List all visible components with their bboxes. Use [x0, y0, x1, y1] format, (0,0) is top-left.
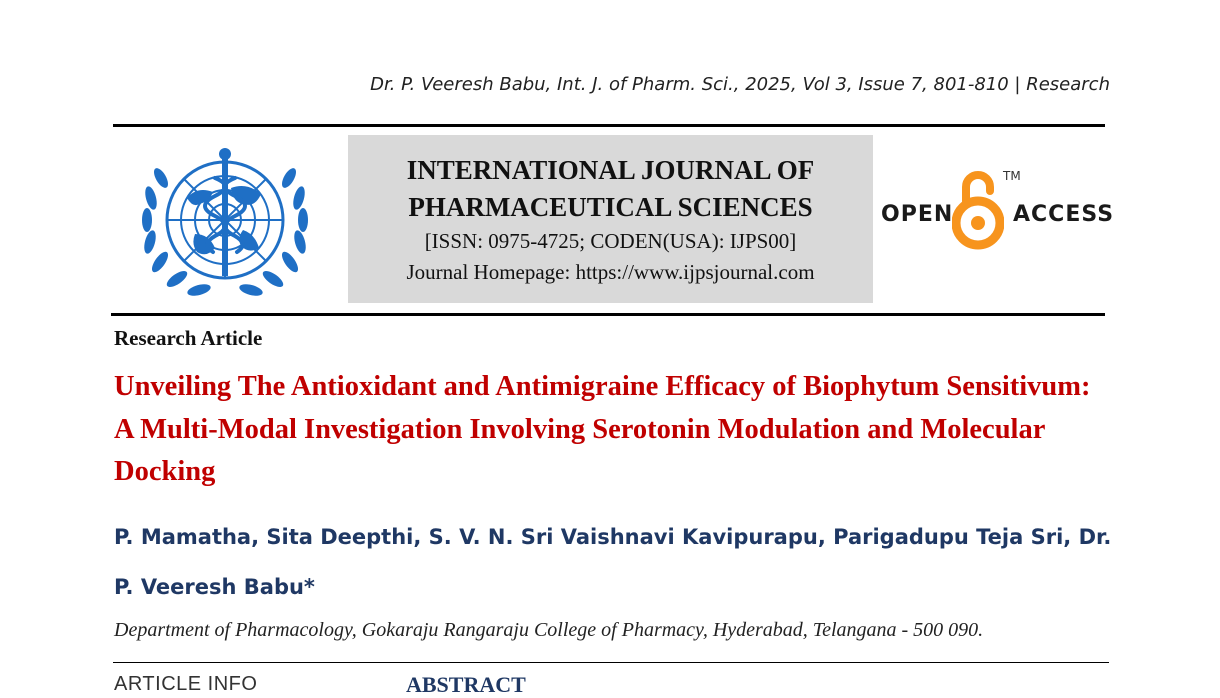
running-header: Dr. P. Veeresh Babu, Int. J. of Pharm. Sci., 2025, Vol 3, Issue 7, 801-810 | Research: [370, 74, 1110, 95]
journal-title: [348, 152, 873, 226]
author-list: P. Mamatha, Sita Deepthi, S. V. N. Sri Vaishnavi Kavipurapu, Parigadupu Teja Sri, Dr. P. Veeresh Babu*: [114, 525, 1112, 599]
journal-issn: [ISSN: 0975-4725; CODEN(USA): IJPS00]: [424, 229, 797, 253]
open-access-trademark: TM: [1003, 169, 1021, 183]
journal-emblem-icon: [125, 138, 325, 306]
article-type: Research Article: [114, 326, 263, 350]
journal-title-line-2: PHARMACEUTICAL SCIENCES: [408, 192, 813, 222]
abstract-heading: ABSTRACT: [406, 672, 526, 697]
section-divider: [113, 662, 1109, 663]
article-info-heading: ARTICLE INFO: [114, 673, 258, 695]
header-rule-bottom: [111, 313, 1105, 316]
journal-homepage: Journal Homepage: https://www.ijpsjournal.com: [406, 260, 815, 284]
journal-masthead: [348, 135, 873, 303]
open-access-open-text: OPEN: [881, 202, 954, 227]
open-access-access-text: ACCESS: [1013, 202, 1115, 227]
author-affiliation: Department of Pharmacology, Gokaraju Rangaraju College of Pharmacy, Hyderabad, Telangana - 500 090.: [114, 619, 984, 641]
article-title: Unveiling The Antioxidant and Antimigraine Efficacy of Biophytum Sensitivum: A Multi-Modal Investigation Involving Serotonin Modulation and Molecular Docking: [114, 371, 1091, 487]
open-access-lock-icon: [952, 165, 1004, 251]
header-rule-top: [113, 124, 1105, 127]
journal-title-line-1: INTERNATIONAL JOURNAL OF: [406, 155, 815, 185]
